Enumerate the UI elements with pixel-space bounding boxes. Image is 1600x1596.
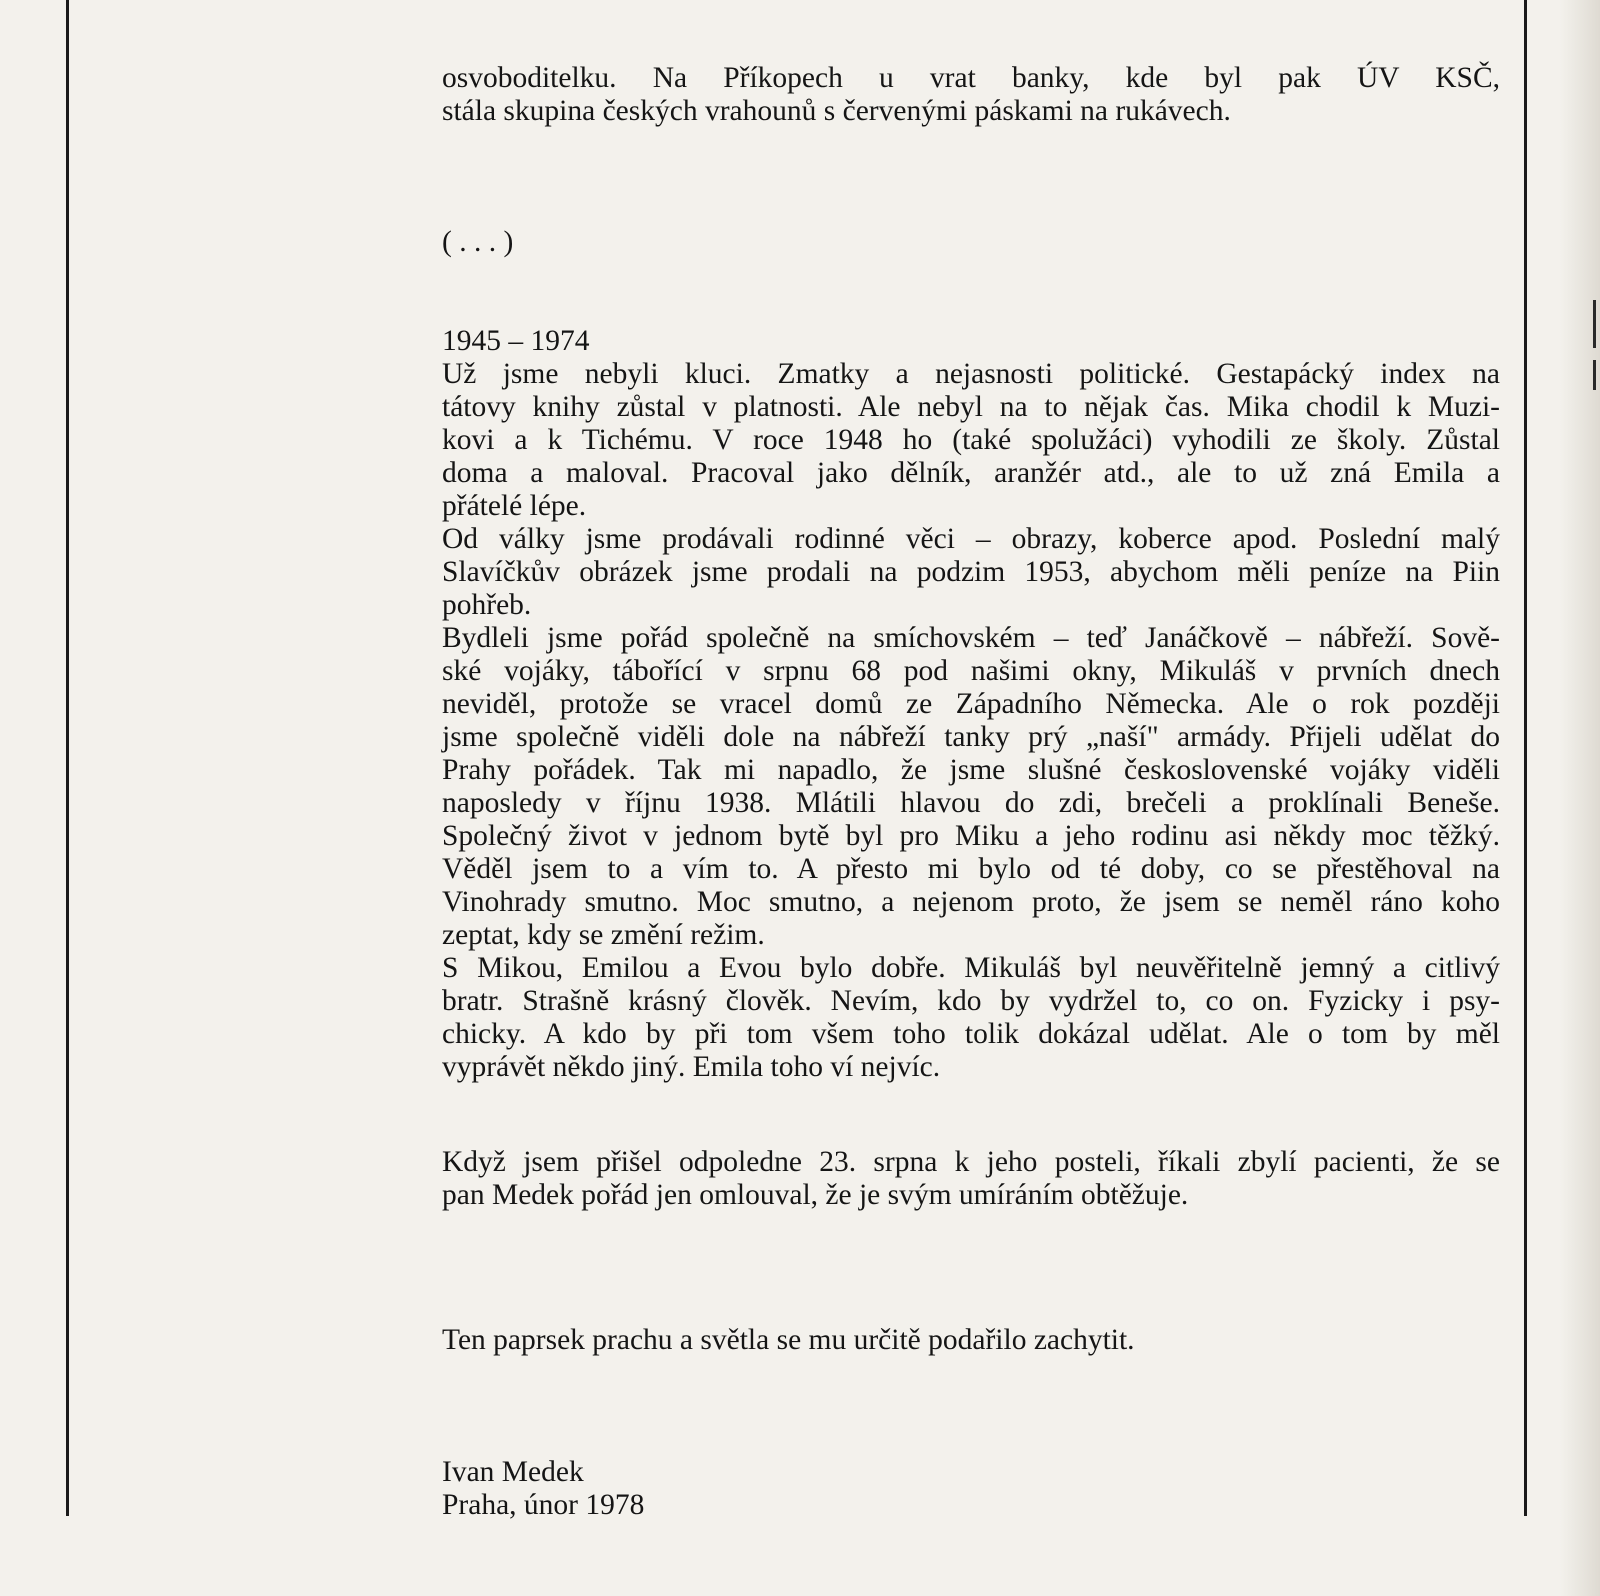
text-line: naposledy v říjnu 1938. Mlátili hlavou do zdi, brečeli a proklínali Beneše. bbox=[442, 787, 1500, 819]
text-line: stála skupina českých vrahounů s červenými páskami na rukávech. bbox=[442, 95, 1231, 127]
text-line: Vinohrady smutno. Moc smutno, a nejenom proto, že jsem se neměl ráno koho bbox=[442, 886, 1500, 918]
author-name: Ivan Medek bbox=[442, 1456, 584, 1488]
text-line: zeptat, kdy se změní režim. bbox=[442, 919, 765, 951]
text-line: Věděl jsem to a vím to. A přesto mi bylo od té doby, co se přestěhoval na bbox=[442, 853, 1500, 885]
left-border-rule bbox=[66, 0, 69, 1516]
text-line: doma a maloval. Pracoval jako dělník, aranžér atd., ale to už zná Emila a bbox=[442, 457, 1500, 489]
text-line: S Mikou, Emilou a Evou bylo dobře. Mikuláš byl neuvěřitelně jemný a citlivý bbox=[442, 952, 1500, 984]
edge-mark bbox=[1593, 300, 1596, 348]
place-date: Praha, únor 1978 bbox=[442, 1489, 645, 1521]
paragraph-intro bbox=[442, 62, 1500, 128]
text-line: Bydleli jsme pořád společně na smíchovském – teď Janáčkově – nábřeží. Sově- bbox=[442, 622, 1500, 654]
text-line: ské vojáky, tábořící v srpnu 68 pod našimi okny, Mikuláš v prvních dnech bbox=[442, 655, 1500, 687]
ellipsis-text: ( . . . ) bbox=[442, 226, 514, 258]
text-line: jsme společně viděli dole na nábřeží tanky prý „naší" armády. Přijeli udělat do bbox=[442, 721, 1500, 753]
text-line: neviděl, protože se vracel domů ze Západního Německa. Ale o rok později bbox=[442, 688, 1500, 720]
text-line: tátovy knihy zůstal v platnosti. Ale nebyl na to nějak čas. Mika chodil k Muzi- bbox=[442, 391, 1500, 423]
text-line: bratr. Strašně krásný člověk. Nevím, kdo by vydržel to, co on. Fyzicky i psy- bbox=[442, 985, 1500, 1017]
text-line: Společný život v jednom bytě byl pro Miku a jeho rodinu asi někdy moc těžký. bbox=[442, 820, 1500, 852]
text-line: přátelé lépe. bbox=[442, 490, 587, 522]
text-line: Ten paprsek prachu a světla se mu určitě podařilo zachytit. bbox=[442, 1324, 1135, 1356]
page-edge bbox=[1560, 0, 1600, 1596]
text-line: Prahy pořádek. Tak mi napadlo, že jsme slušné československé vojáky viděli bbox=[442, 754, 1500, 786]
text-line: kovi a k Tichému. V roce 1948 ho (také spolužáci) vyhodili ze školy. Zůstal bbox=[442, 424, 1500, 456]
text-line: vyprávět někdo jiný. Emila toho ví nejvíc. bbox=[442, 1051, 941, 1083]
text-line: Slavíčkův obrázek jsme prodali na podzim 1953, abychom měli peníze na Piin bbox=[442, 556, 1500, 588]
section-heading: 1945 – 1974 bbox=[442, 325, 590, 357]
right-border-rule bbox=[1524, 0, 1527, 1516]
text-line: pan Medek pořád jen omlouval, že je svým umíráním obtěžuje. bbox=[442, 1179, 1189, 1211]
text-line: Už jsme nebyli kluci. Zmatky a nejasnosti politické. Gestapácký index na bbox=[442, 358, 1500, 390]
ellipsis bbox=[442, 226, 1500, 259]
signature bbox=[442, 1456, 1500, 1522]
edge-mark bbox=[1593, 360, 1596, 390]
paragraph-hospital bbox=[442, 1146, 1500, 1212]
paragraph-closing bbox=[442, 1324, 1500, 1357]
section-1945-1974 bbox=[442, 325, 1500, 1084]
text-line: Když jsem přišel odpoledne 23. srpna k jeho posteli, říkali zbylí pacienti, že se bbox=[442, 1146, 1500, 1178]
text-line: osvoboditelku. Na Příkopech u vrat banky, kde byl pak ÚV KSČ, bbox=[442, 62, 1500, 94]
text-line: pohřeb. bbox=[442, 589, 532, 621]
text-line: Od války jsme prodávali rodinné věci – obrazy, koberce apod. Poslední malý bbox=[442, 523, 1500, 555]
text-line: chicky. A kdo by při tom všem toho tolik dokázal udělat. Ale o tom by měl bbox=[442, 1018, 1500, 1050]
